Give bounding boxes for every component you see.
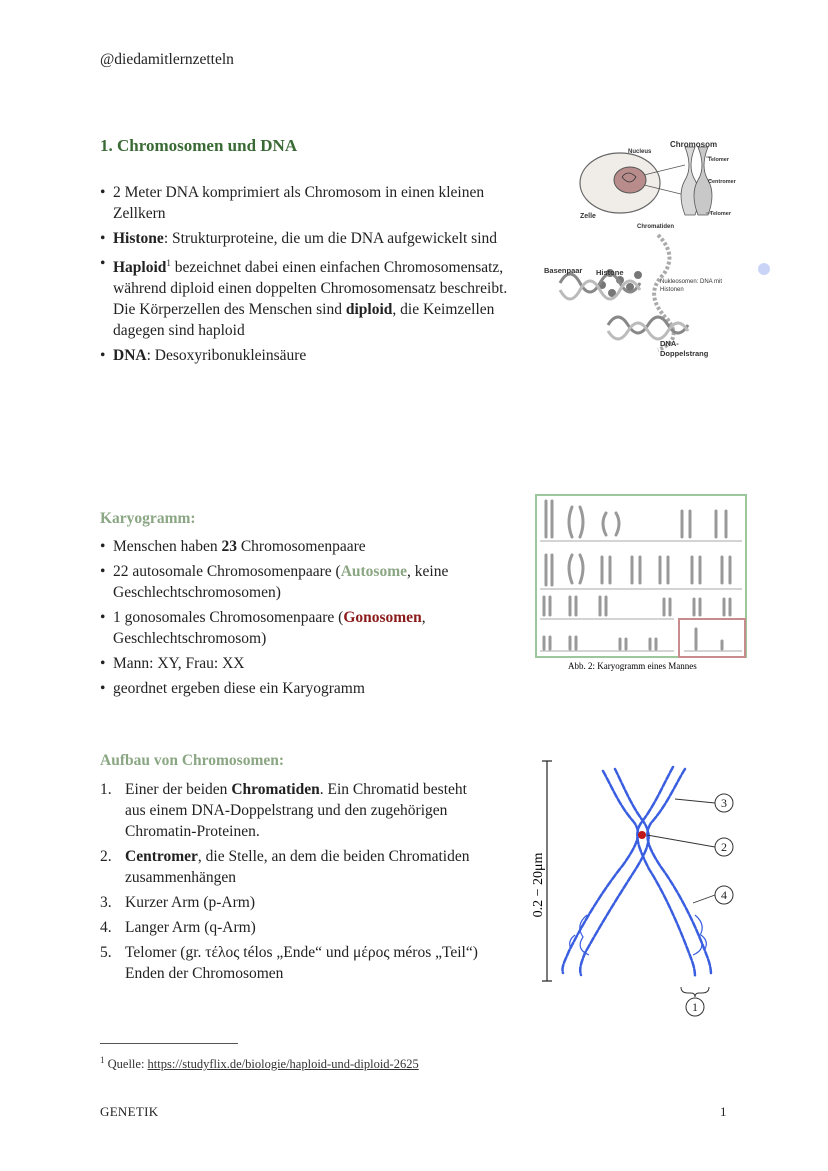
section-title: 1. Chromosomen und DNA (100, 136, 298, 155)
basenpaar-label: Basenpaar (544, 266, 583, 275)
telomer-top-label: Telomer (708, 157, 729, 163)
page-number: 1 (720, 1104, 727, 1119)
chromosome-structure-figure (525, 755, 755, 1020)
aufbau-numbered-list (100, 779, 480, 988)
footer-subject: GENETIK (100, 1104, 159, 1119)
centromer-label: Centromer (708, 179, 736, 185)
dna-label: DNA- (660, 339, 679, 348)
aufbau-heading: Aufbau von Chromosomen: (100, 752, 285, 769)
list-item: • Menschen haben 23 Chromosomenpaare (100, 536, 500, 557)
list-item: 5. Telomer (gr. τέλος télos „Ende“ und μέρος méros „Teil“) Enden der Chromosomen (100, 944, 478, 982)
nucleus-label: Nucleus (628, 149, 652, 155)
svg-text:3: 3 (721, 796, 727, 810)
centromer-marker (638, 831, 646, 839)
list-item: 1. Einer der beiden Chromatiden. Ein Chromatid besteht aus einem DNA-Doppelstrang und den zugehörigen Chromatin-Proteinen. (100, 781, 467, 840)
list-item: • Haploid$^1$ bezeichnet dabei einen einfachen Chromosomensatz, während diploid einen doppelten Chromosomensatz beschreibt. Die Körperzellen des Menschen sind diploid, die Keimzellen dagegen sind haploid (100, 253, 520, 341)
list-item: • Mann: XY, Frau: XX (100, 653, 500, 674)
footnote: $^1$ Quelle: https://studyflix.de/biologie/haploid-und-diploid-2625 (100, 1055, 419, 1072)
svg-text:4: 4 (721, 888, 727, 902)
nukleosomen-label-2: Histonen (660, 287, 684, 293)
svg-text:2: 2 (721, 840, 727, 854)
author-handle: @diedamitlernzetteln (100, 51, 234, 68)
decoration-dot (758, 263, 770, 275)
histone-label: Histone (596, 268, 624, 277)
karyogramm-bullet-list (100, 536, 500, 703)
karyogramm-heading: Karyogramm: (100, 510, 196, 527)
dna-bullet-list (100, 182, 520, 370)
svg-text:1: 1 (692, 1000, 698, 1014)
scale-label: 0.2 − 20μm (531, 852, 546, 918)
list-item: • DNA: Desoxyribonukleinsäure (100, 345, 520, 366)
zelle-label: Zelle (580, 213, 596, 220)
nukleosomen-label: Nukleosomen: DNA mit (660, 279, 723, 285)
footnote-divider (100, 1043, 238, 1044)
list-item: 2. Centromer, die Stelle, an dem die beiden Chromatiden zusammenhängen (100, 848, 470, 886)
doppelstrang-label: Doppelstrang (660, 349, 709, 358)
source-link[interactable]: https://studyflix.de/biologie/haploid-und-diploid-2625 (147, 1057, 419, 1072)
karyogram-caption: Abb. 2: Karyogramm eines Mannes (568, 661, 697, 671)
list-item: 4. Langer Arm (q-Arm) (100, 919, 256, 936)
nucleus-shape (614, 167, 646, 193)
dna-structure-figure (540, 135, 770, 365)
chromatid-left-1 (562, 771, 637, 973)
list-item: • 1 gonosomales Chromosomenpaare (Gonosomen, Geschlechtschromosom) (100, 607, 500, 649)
list-item: 3. Kurzer Arm (p-Arm) (100, 894, 255, 911)
footnote-ref[interactable]: 1 (166, 258, 171, 268)
chromosom-label: Chromosom (670, 140, 718, 149)
karyogram-figure (534, 493, 750, 673)
list-item: • geordnet ergeben diese ein Karyogramm (100, 678, 500, 699)
list-item: • Histone: Strukturproteine, die um die DNA aufgewickelt sind (100, 228, 520, 249)
brace (681, 987, 709, 997)
list-item: • 2 Meter DNA komprimiert als Chromosom in einen kleinen Zellkern (100, 182, 520, 224)
chromatiden-label: Chromatiden (637, 224, 675, 230)
telomer-bottom-label: Telomer (710, 211, 731, 217)
list-item: • 22 autosomale Chromosomenpaare (Autosome, keine Geschlechtschromosomen) (100, 561, 500, 603)
